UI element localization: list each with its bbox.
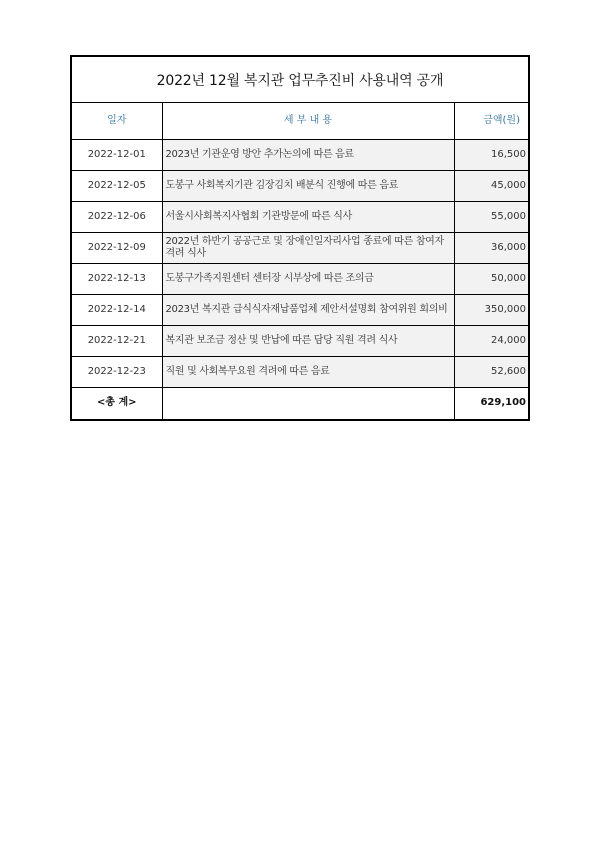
table-row: [72, 264, 528, 295]
row-date: 2022-12-14: [72, 295, 162, 326]
document-title: 2022년 12월 복지관 업무추진비 사용내역 공개: [72, 57, 528, 103]
row-amount: 50,000: [454, 264, 528, 295]
row-amount: 55,000: [454, 202, 528, 233]
row-amount: 24,000: [454, 326, 528, 357]
row-date: 2022-12-05: [72, 171, 162, 202]
table-row: [72, 171, 528, 202]
header-description: 세 부 내 용: [162, 103, 454, 140]
row-date: 2022-12-21: [72, 326, 162, 357]
row-amount: 36,000: [454, 233, 528, 264]
header-date: 일자: [72, 103, 162, 140]
expense-report-sheet: [70, 55, 530, 421]
table-row: [72, 202, 528, 233]
row-description: 서울시사회복지사협회 기관방문에 따른 식사: [162, 202, 454, 233]
row-description: 2022년 하반기 공공근로 및 장애인일자리사업 종료에 따른 참여자 격려 식사: [162, 233, 454, 264]
total-row: [72, 388, 528, 419]
row-amount: 350,000: [454, 295, 528, 326]
expense-table: [72, 103, 528, 419]
total-description: [162, 388, 454, 419]
table-header-row: [72, 103, 528, 140]
total-amount: 629,100: [454, 388, 528, 419]
row-description: 도봉구 사회복지기관 김장김치 배분식 진행에 따른 음료: [162, 171, 454, 202]
row-description: 복지관 보조금 정산 및 반납에 따른 담당 직원 격려 식사: [162, 326, 454, 357]
header-amount: 금액(원): [454, 103, 528, 140]
row-amount: 16,500: [454, 140, 528, 171]
row-date: 2022-12-23: [72, 357, 162, 388]
table-row: [72, 140, 528, 171]
row-date: 2022-12-06: [72, 202, 162, 233]
row-description: 직원 및 사회복무요원 격려에 따른 음료: [162, 357, 454, 388]
row-date: 2022-12-13: [72, 264, 162, 295]
row-amount: 45,000: [454, 171, 528, 202]
table-row: [72, 326, 528, 357]
table-row: [72, 357, 528, 388]
total-label: <총 계>: [72, 388, 162, 419]
row-description: 2023년 기관운영 방안 추가논의에 따른 음료: [162, 140, 454, 171]
row-description: 도봉구가족지원센터 센터장 시부상에 따른 조의금: [162, 264, 454, 295]
table-row: [72, 233, 528, 264]
row-amount: 52,600: [454, 357, 528, 388]
row-date: 2022-12-01: [72, 140, 162, 171]
row-date: 2022-12-09: [72, 233, 162, 264]
row-description: 2023년 복지관 급식식자재납품업체 제안서설명회 참여위원 회의비: [162, 295, 454, 326]
table-row: [72, 295, 528, 326]
